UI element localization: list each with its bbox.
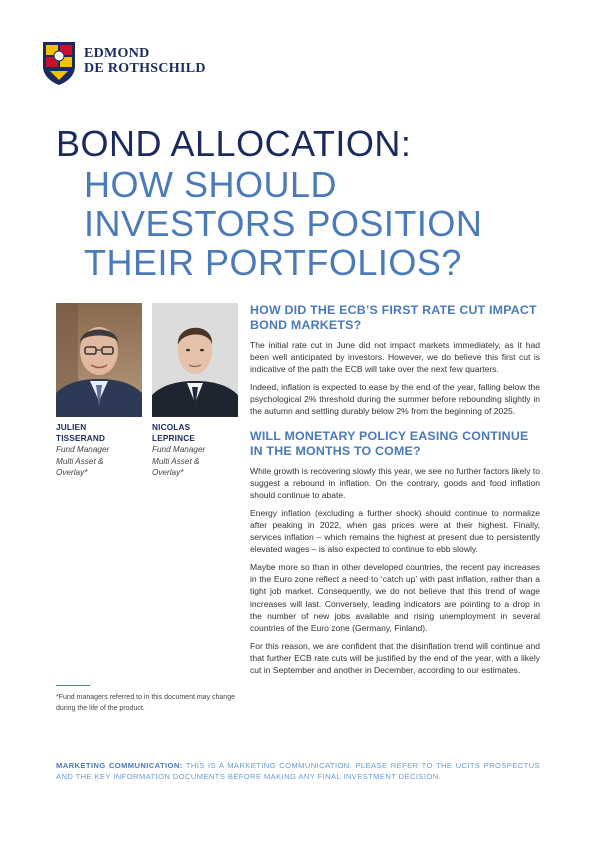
manager-last-name: LEPRINCE: [152, 434, 195, 444]
disclaimer-label: MARKETING COMMUNICATION:: [56, 761, 183, 770]
section-heading-ecb-rate-cut: HOW DID THE ECB’S FIRST RATE CUT IMPACT BOND MARKETS?: [250, 303, 537, 332]
fund-manager-card-1: [56, 422, 146, 478]
body-paragraph: Energy inflation (excluding a further shock) should continue to normalize after peaking in 2022, when gas prices were at their highest. Finally, services inflation – which remains the highest at present due to persistently elevated wages – is also expected to continue to ebb slowly.: [250, 507, 540, 555]
disclaimer-text: THIS IS A MARKETING COMMUNICATION. PLEASE REFER TO THE UCITS PROSPECTUS AND THE KEY INFORMATION DOCUMENTS BEFORE MAKING ANY FINAL INVESTMENT DECISION.: [56, 761, 541, 781]
body-paragraph: Indeed, inflation is expected to ease by the end of the year, falling below the psychological 2% threshold during the summer before rebounding slightly in the autumn and settling durably below 2% from the beginning of 2025.: [250, 382, 540, 417]
brand-wordmark: [84, 46, 206, 76]
brand-line-2: DE ROTHSCHILD: [84, 61, 206, 76]
subtitle-line-2: INVESTORS POSITION: [84, 203, 483, 244]
manager-first-name: JULIEN: [56, 423, 87, 432]
body-paragraph: Maybe more so than in other developed countries, the recent pay increases in the Euro zone reflect a need to ‘catch up’ with past inflation, rather than a tight job market. Consequently, we do not believe that this trend of wage increases will last. Conversely, leading indicators are pointing to a drop in the number of new jobs available and rising unemployment in several countries of the Euro zone (Germany, Finland).: [250, 562, 540, 633]
footnote: *Fund managers referred to in this document may change during the life of the product.: [56, 694, 235, 712]
fund-manager-card-2: [152, 422, 242, 478]
manager-role: Fund Manager: [152, 445, 206, 455]
portrait-photo-julien-tisserand: [56, 303, 142, 417]
page-subtitle: [84, 165, 482, 282]
body-paragraph: While growth is recovering slowly this year, we see no further factors likely to suggest a rebound in inflation. On the contrary, goods and food inflation should continue to abate.: [250, 465, 540, 500]
page-title: BOND ALLOCATION:: [56, 123, 412, 164]
manager-role: Overlay*: [56, 467, 88, 477]
article-body: [250, 303, 540, 682]
manager-role: Multi Asset &: [56, 456, 104, 466]
portrait-photo-nicolas-leprince: [152, 303, 238, 417]
footnote-divider: [56, 685, 90, 686]
manager-last-name: TISSERAND: [56, 434, 106, 444]
section-heading-monetary-easing: WILL MONETARY POLICY EASING CONTINUE IN THE MONTHS TO COME?: [250, 428, 529, 458]
rothschild-crest-logo: [40, 40, 78, 86]
manager-role: Overlay*: [152, 467, 184, 477]
body-paragraph: The initial rate cut in June did not impact markets immediately, as it had been well anticipated by investors. However, we do believe this first cut is indicative of the path the ECB will take over the next few quarters.: [250, 340, 540, 375]
manager-first-name: NICOLAS: [152, 423, 191, 432]
body-paragraph: For this reason, we are confident that the disinflation trend will continue and that further ECB rate cuts will be justified by the end of the year, with a likely cut in September and another in December, according to our estimates.: [250, 640, 540, 675]
manager-role: Fund Manager: [56, 445, 110, 455]
manager-role: Multi Asset &: [152, 456, 200, 466]
brand-line-1: EDMOND: [84, 46, 150, 61]
subtitle-line-1: HOW SHOULD: [84, 164, 338, 205]
subtitle-line-3: THEIR PORTFOLIOS?: [84, 242, 462, 283]
marketing-disclaimer: [56, 760, 540, 782]
